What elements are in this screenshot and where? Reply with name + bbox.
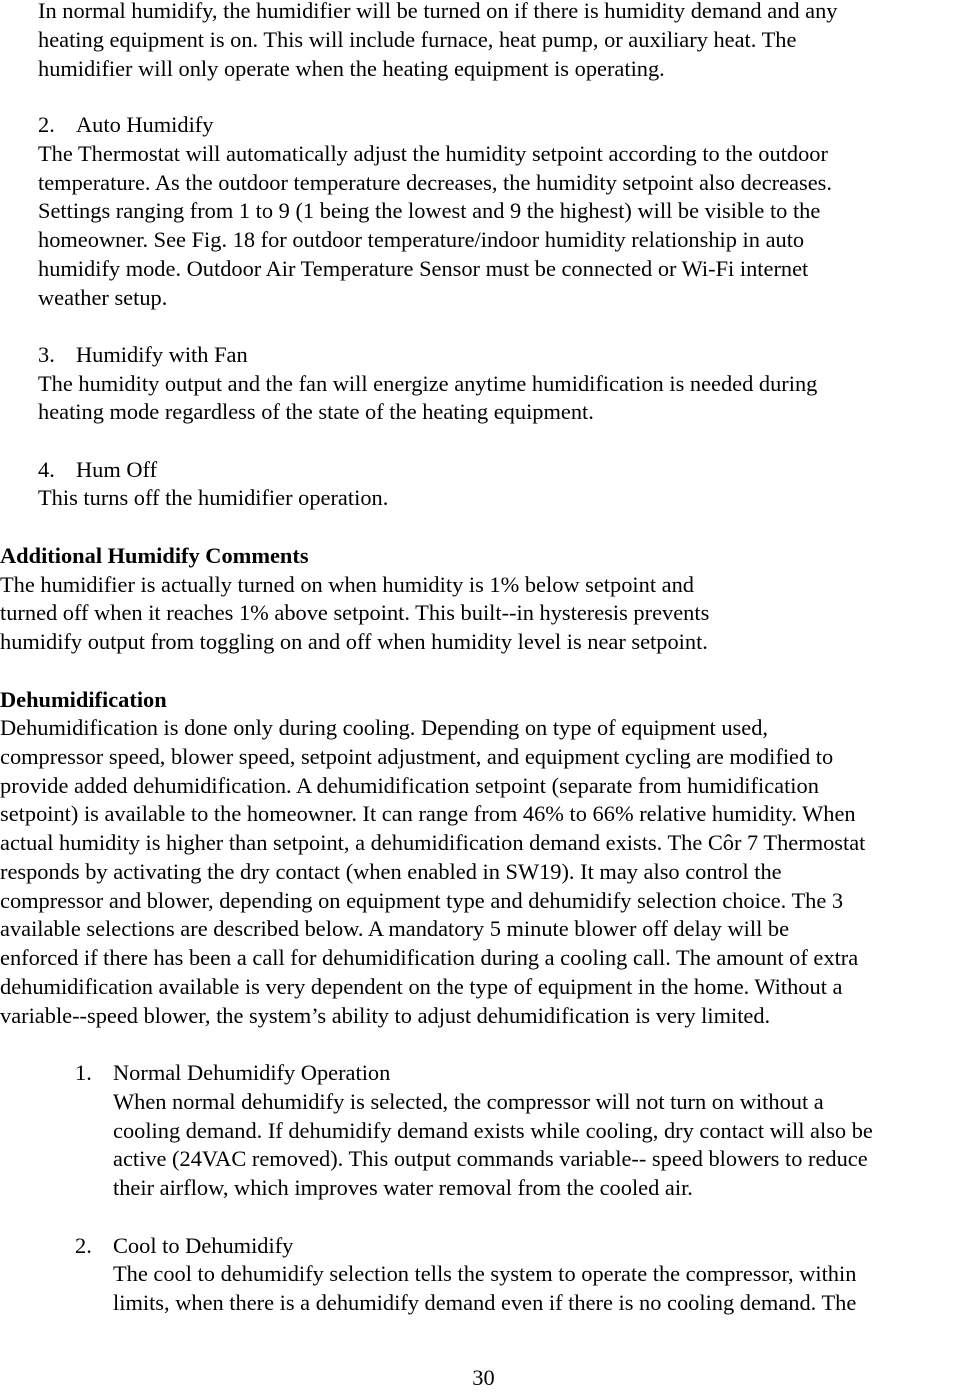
humidify-option-line: This turns off the humidifier operation. <box>38 485 389 510</box>
dehum-option-line: The cool to dehumidify selection tells the system to operate the compressor, within <box>113 1261 857 1286</box>
dehum-line: variable--speed blower, the system’s ability to adjust dehumidification is very limited. <box>0 1003 771 1028</box>
dehum-option-number: 2. <box>75 1233 92 1258</box>
humidify-option-number: 2. <box>38 112 55 137</box>
dehum-line: compressor and blower, depending on equipment type and dehumidify selection choice. The 3 <box>0 888 844 913</box>
section-heading: Additional Humidify Comments <box>0 543 309 568</box>
humidify-option-title: Hum Off <box>76 457 158 482</box>
humidify-option-line: homeowner. See Fig. 18 for outdoor temperature/indoor humidity relationship in auto <box>38 227 805 252</box>
dehum-line: available selections are described below. A mandatory 5 minute blower off delay will be <box>0 916 790 941</box>
humidify-option-line: heating mode regardless of the state of the heating equipment. <box>38 399 594 424</box>
dehum-line: provide added dehumidification. A dehumidification setpoint (separate from humidification <box>0 773 819 798</box>
dehum-option-line: cooling demand. If dehumidify demand exists while cooling, dry contact will also be <box>113 1118 873 1143</box>
dehum-line: setpoint) is available to the homeowner. It can range from 46% to 66% relative humidity. When <box>0 801 856 826</box>
dehum-option-line: active (24VAC removed). This output commands variable-- speed blowers to reduce <box>113 1146 868 1171</box>
dehum-option-title: Normal Dehumidify Operation <box>113 1060 391 1085</box>
humidify-option-line: temperature. As the outdoor temperature decreases, the humidity setpoint also decreases. <box>38 170 832 195</box>
dehum-option-line: their airflow, which improves water removal from the cooled air. <box>113 1175 693 1200</box>
dehum-line: Dehumidification is done only during cooling. Depending on type of equipment used, <box>0 715 768 740</box>
comments-line: turned off when it reaches 1% above setpoint. This built--in hysteresis prevents <box>0 600 710 625</box>
humidify-option-line: The Thermostat will automatically adjust the humidity setpoint according to the outdoor <box>38 141 828 166</box>
intro-line: In normal humidify, the humidifier will be turned on if there is humidity demand and any <box>38 0 838 23</box>
dehum-line: compressor speed, blower speed, setpoint adjustment, and equipment cycling are modified to <box>0 744 834 769</box>
page-number: 30 <box>472 1365 495 1390</box>
dehum-line: enforced if there has been a call for dehumidification during a cooling call. The amount of extra <box>0 945 859 970</box>
section-heading: Dehumidification <box>0 687 167 712</box>
humidify-option-line: weather setup. <box>38 285 168 310</box>
dehum-option-line: When normal dehumidify is selected, the compressor will not turn on without a <box>113 1089 824 1114</box>
humidify-option-title: Humidify with Fan <box>76 342 248 367</box>
dehum-option-line: limits, when there is a dehumidify demand even if there is no cooling demand. The <box>113 1290 857 1315</box>
humidify-option-number: 3. <box>38 342 55 367</box>
dehum-line: responds by activating the dry contact (when enabled in SW19). It may also control the <box>0 859 782 884</box>
dehum-option-title: Cool to Dehumidify <box>113 1233 294 1258</box>
humidify-option-line: The humidity output and the fan will energize anytime humidification is needed during <box>38 371 818 396</box>
comments-line: The humidifier is actually turned on when humidity is 1% below setpoint and <box>0 572 694 597</box>
dehum-line: dehumidification available is very dependent on the type of equipment in the home. Without a <box>0 974 843 999</box>
humidify-option-title: Auto Humidify <box>76 112 214 137</box>
humidify-option-line: humidify mode. Outdoor Air Temperature Sensor must be connected or Wi-Fi internet <box>38 256 809 281</box>
humidify-option-line: Settings ranging from 1 to 9 (1 being the lowest and 9 the highest) will be visible to the <box>38 198 821 223</box>
comments-line: humidify output from toggling on and off when humidity level is near setpoint. <box>0 629 708 654</box>
dehum-line: actual humidity is higher than setpoint, a dehumidification demand exists. The Côr 7 Thermostat <box>0 830 866 855</box>
intro-line: humidifier will only operate when the heating equipment is operating. <box>38 56 665 81</box>
dehum-option-number: 1. <box>75 1060 92 1085</box>
intro-line: heating equipment is on. This will include furnace, heat pump, or auxiliary heat. The <box>38 27 797 52</box>
humidify-option-number: 4. <box>38 457 55 482</box>
